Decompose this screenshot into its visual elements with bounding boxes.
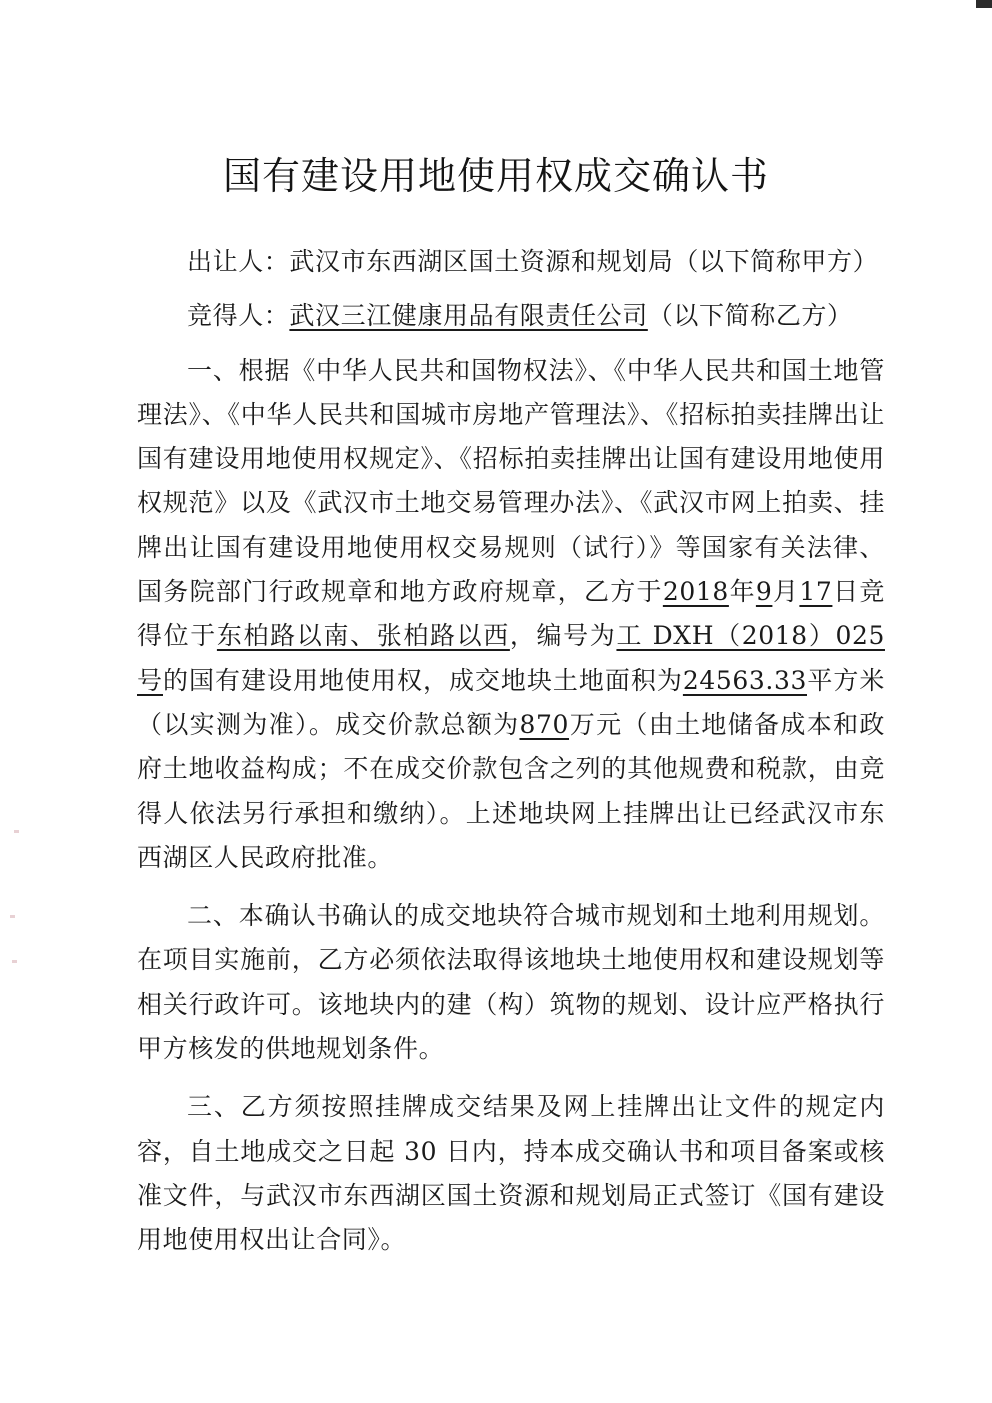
parcel-code: 工 DXH（2018）025 号 xyxy=(137,621,885,695)
deal-year-unit: 年 xyxy=(728,577,756,607)
section-1-text: 一、根据《中华人民共和国物权法》、《中华人民共和国土地管理法》、《中华人民共和国城市房地产管理法》、《招标拍卖挂牌出让国有建设用地使用权规定》、《招标拍卖挂牌出让国有建设用地使用权规范》以及《武汉市土地交易管理办法》、《武汉市网上拍卖、挂牌出让国有建设用地使用权交易规则（试行）》等国家有关法律、国务院部门行政规章和地方政府规章，乙方于 xyxy=(137,355,885,607)
land-area: 24563.33 xyxy=(682,665,807,695)
transferor-line xyxy=(137,240,885,284)
section-2-paragraph: 二、本确认书确认的成交地块符合城市规划和土地利用规划。在项目实施前，乙方必须依法取得该地块土地使用权和建设规划等相关行政许可。该地块内的建（构）筑物的规划、设计应严格执行甲方核发的供地规划条件。 xyxy=(137,901,885,1064)
bidder-suffix: （以下简称乙方） xyxy=(647,301,853,331)
deal-month-unit: 月 xyxy=(772,577,800,607)
deal-day-text: 日竞得位于 xyxy=(137,577,886,651)
section-3-paragraph: 三、乙方须按照挂牌成交结果及网上挂牌出让文件的规定内容，自土地成交之日起 30 日内，持本成交确认书和项目备案或核准文件，与武汉市东西湖区国土资源和规划局正式签订《国有建设用地使用权出让合同》。 xyxy=(137,1092,885,1255)
scan-speck xyxy=(12,960,17,963)
area-suffix: 平方米（以实测为准）。成交价款总额为 xyxy=(137,665,885,739)
bidder-name: 武汉三江健康用品有限责任公司 xyxy=(289,301,648,331)
bidder-label: 竞得人： xyxy=(187,301,290,331)
code-prefix: ，编号为 xyxy=(509,621,617,651)
price-suffix: 万元（由土地储备成本和政府土地收益构成；不在成交价款包含之列的其他规费和税款，由竞得人依法另行承担和缴纳）。上述地块网上挂牌出让已经武汉市东西湖区人民政府批准。 xyxy=(137,709,885,872)
deal-price: 870 xyxy=(519,709,570,739)
bidder-line xyxy=(137,294,885,338)
document-body xyxy=(137,240,885,1277)
deal-month: 9 xyxy=(755,577,773,607)
transferor-name: 武汉市东西湖区国土资源和规划局 xyxy=(289,247,674,276)
deal-year: 2018 xyxy=(662,577,729,607)
scan-corner-mark xyxy=(976,0,992,8)
section-1-paragraph xyxy=(137,349,885,881)
transferor-label: 出让人： xyxy=(187,247,290,276)
scan-speck xyxy=(14,830,19,833)
land-location: 东柏路以南、张柏路以西 xyxy=(216,621,510,651)
area-prefix: 的国有建设用地使用权，成交地块土地面积为 xyxy=(163,665,683,695)
scan-speck xyxy=(10,915,15,918)
document-title: 国有建设用地使用权成交确认书 xyxy=(222,154,769,198)
deal-day: 17 xyxy=(799,577,833,607)
transferor-suffix: （以下简称甲方） xyxy=(673,247,879,276)
